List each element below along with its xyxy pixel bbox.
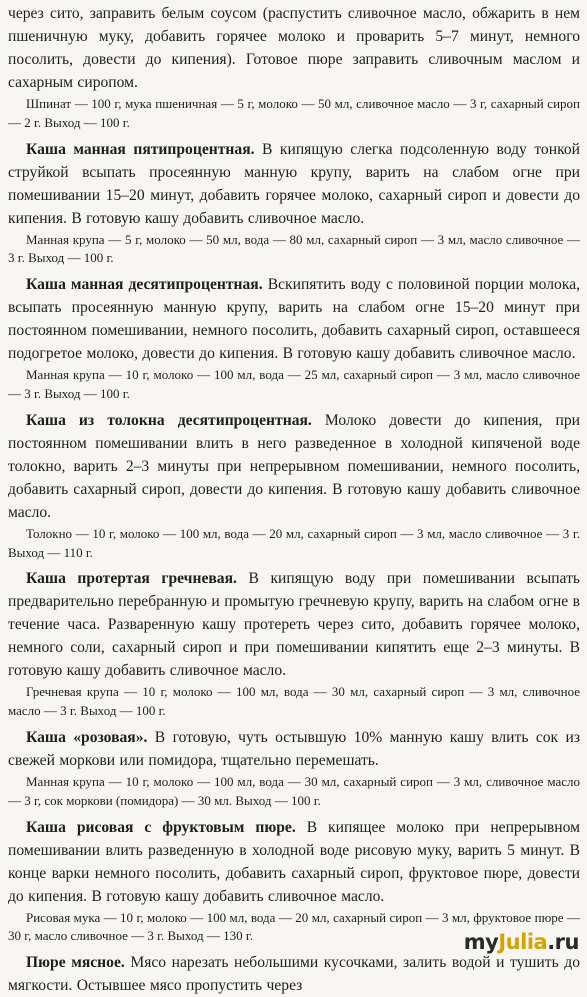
recipe-text: Каша «розовая». В готовую, чуть остывшую 10% манную кашу влить сок из свежей моркови или помидора, тщательно перемешать.: [8, 728, 580, 769]
recipe-page: [8, 0, 581, 995]
recipe-title: Каша манная десятипроцентная.: [26, 276, 263, 294]
recipe-title: Каша из толокна десятипроцентная.: [26, 411, 312, 429]
recipe-text: Каша протертая гречневая. В кипящую воду при помешивании всыпать предварительно перебранную и промытую гречневую крупу, варить на слабом огне в течение часа. Разваренную кашу протереть через сито, добавить горячее молоко, немного соли, сахарный сироп и при помешивании кипятить еще 2–3 минуты. В готовую кашу добавить сливочное масло.: [8, 570, 580, 680]
recipe-ingredients: Толокно — 10 г, молоко — 100 мл, вода — 20 мл, сахарный сироп — 3 мл, масло сливочное — 3 г. Выход — 110 г.: [8, 525, 580, 560]
recipe-text: через сито, заправить белым соусом (распустить сливочное масло, обжарить в нем пшеничную муку, добавить горячее молоко и проварить 5–7 минут, немного посолить, довести до кипения). Готовое пюре заправить сливочным маслом и сахарным сиропом.: [8, 5, 580, 91]
recipe-title: Каша протертая гречневая.: [26, 570, 237, 588]
recipe-text: Каша манная десятипроцентная. Вскипятить воду с половиной порции молока, всыпать просеянную манную крупу, варить на слабом огне 15–20 минут при постоянном помешивании, немного посолить, добавить сахарный сироп, оставшееся подогретое молоко, довести до кипения. В готовую кашу добавить сливочное масло.: [8, 276, 581, 363]
recipe-ingredients: Шпинат — 100 г, мука пшеничная — 5 г, молоко — 50 мл, сливочное масло — 3 г, сахарный сироп — 2 г. Выход — 100 г.: [8, 96, 580, 130]
recipe-text: Пюре мясное. Мясо нарезать небольшими кусочками, залить водой и тушить до мягкости. Остывшее мясо пропустить через: [8, 954, 580, 995]
recipe-ingredients: Манная крупа — 10 г, молоко — 100 мл, вода — 25 мл, сахарный сироп — 3 мл, масло сливочное — 3 г. Выход — 100 г.: [8, 367, 580, 401]
recipe-ingredients: Манная крупа — 5 г, молоко — 50 мл, вода — 80 мл, сахарный сироп — 3 мл, масло сливочное — 3 г. Выход — 100 г.: [8, 231, 580, 266]
recipe-title: Пюре мясное.: [26, 954, 125, 972]
recipe-ingredients: Гречневая крупа — 10 г, молоко — 100 мл, вода — 30 мл, сахарный сироп — 3 мл, сливочное масло — 3 г. Выход — 100 г.: [8, 684, 580, 719]
recipe-text: Каша рисовая с фруктовым пюре. В кипящее молоко при непрерывном помешивании влить разведенную в холодной воде рисовую муку, варить 5 минут. В конце варки немного посолить, добавить сахарный сироп, фруктовое пюре, довести до кипения. В готовую кашу добавить сливочное масло.: [8, 818, 580, 905]
recipe-title: Каша рисовая с фруктовым пюре.: [26, 818, 296, 836]
recipe-ingredients: Манная крупа — 10 г, молоко — 100 мл, вода — 30 мл, сахарный сироп — 3 мл, сливочное масло — 3 г, сок моркови (помидора) — 30 мл. Выход — 100 г.: [8, 773, 580, 808]
recipe-title: Каша манная пятипроцентная.: [26, 140, 255, 158]
site-watermark: myJulia.ru: [463, 930, 579, 954]
recipe-ingredients: Рисовая мука — 10 г, молоко — 100 мл, вода — 20 мл, сахарный сироп — 3 мл, фруктовое пюре — 30 г, масло сливочное — 3 г. Выход — 130 г.: [8, 909, 580, 944]
recipe-title: Каша «розовая».: [26, 728, 148, 746]
recipe-text: Каша манная пятипроцентная. В кипящую слегка подсоленную воду тонкой струйкой всыпать просеянную манную крупу, варить на слабом огне при помешивании 15–20 минут, добавить горячее молоко, сахарный сироп и довести до кипения. В готовую кашу добавить сливочное масло.: [8, 140, 580, 227]
recipe-text: Каша из толокна десятипроцентная. Молоко довести до кипения, при постоянном помешивании влить в него разведенное в холодной кипяченой воде толокно, варить 2–3 минуты при непрерывном помешивании, немного посолить, добавить сахарный сироп, довести до кипения. В готовую кашу добавить сливочное масло.: [8, 411, 580, 521]
